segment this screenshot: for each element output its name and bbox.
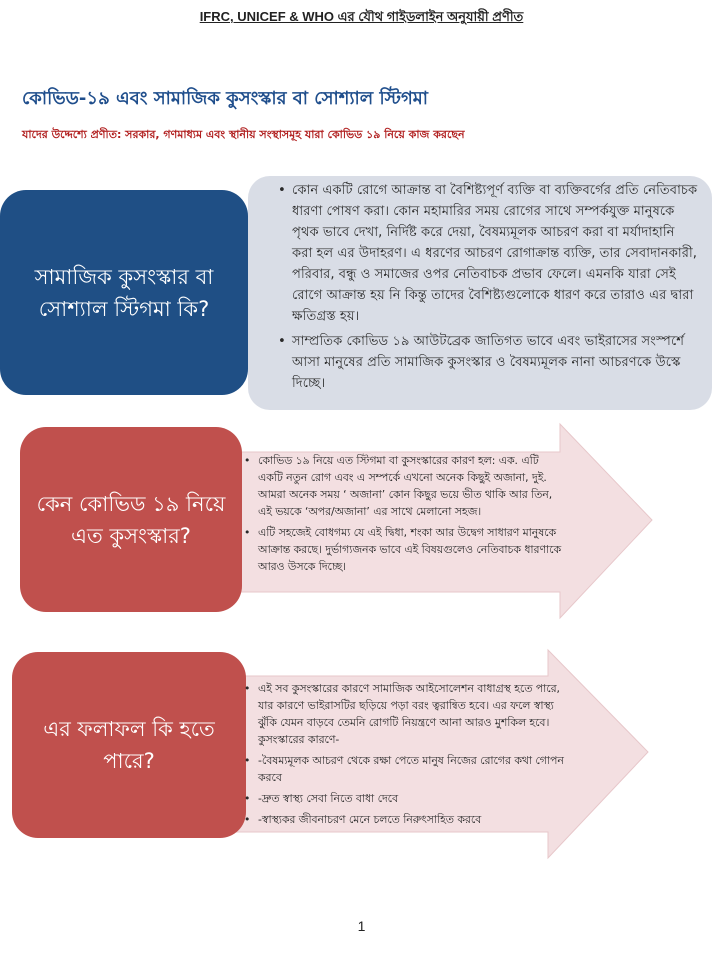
- bullet-item: • -স্বাস্থ্যকর জীবনাচরণ মেনে চলতে নিরুৎসাহিত করবে: [244, 811, 566, 828]
- page-number: 1: [357, 918, 366, 934]
- bullet-item: • -বৈষম্যমূলক আচরণ থেকে রক্ষা পেতে মানুষ নিজের রোগের কথা গোপন করবে: [244, 752, 566, 786]
- section-heading: এর ফলাফল কি হতে পারে?: [43, 717, 215, 773]
- bullet-item: • এই সব কুসংস্কারের কারণে সামাজিক আইসোলেশন বাধাগ্রস্থ হতে পারে, যার কারণে ভাইরাসটির ছড়িয়ে পড়া বরং ত্বরান্বিত হবে। এর ফলে স্বাস্থ্য ঝুঁকি যেমন বাড়বে তেমনি রোগটি নিয়ন্ত্রণে আনা আরও মুশকিল হবে। কুসংস্কারের কারণে-: [244, 680, 566, 748]
- consequence-bullets: [244, 680, 566, 832]
- page-title: কোভিড-১৯ এবং সামাজিক কুসংস্কার বা সোশ্যাল স্টিগমা: [22, 88, 428, 109]
- section-heading: সামাজিক কুসংস্কার বা সোশ্যাল স্টিগমা কি?: [34, 264, 214, 321]
- header-text: IFRC, UNICEF & WHO এর যৌথ গাইডলাইন অনুযায়ী প্রণীত: [199, 9, 524, 24]
- bullet-item: • কোন একটি রোগে আক্রান্ত বা বৈশিষ্ট্যপূর্ণ ব্যক্তি বা ব্যক্তিবর্গের প্রতি নেতিবাচক ধারণা পোষণ করা। কোন মহামারির সময় রোগের সাথে সম্পর্কযুক্ত মানুষকে পৃথক ভাবে দেখা, নির্দিষ্ট করে দেয়া, বৈষম্যমূলক আচরণ করা বা মর্যাদাহানি করা হল এর উদাহরণ। এ ধরণের আচরণ রোগাক্রান্ত ব্যক্তি, তার সেবাদানকারী, পরিবার, বন্ধু ও সমাজের ওপর নেতিবাচক প্রভাব ফেলে। এমনকি যারা সেই রোগে আক্রান্ত হয় নি কিন্তু তাদের বৈশিষ্ট্যগুলোকে ধারণ করে তারাও এর দ্বারা ক্ষতিগ্রস্ত হয়।: [278, 180, 698, 327]
- section-heading-box: [12, 652, 246, 838]
- bullet-item: • -দ্রুত স্বাস্থ্য সেবা নিতে বাধা দেবে: [244, 790, 566, 807]
- audience-subtitle: যাদের উদ্দেশ্যে প্রণীত: সরকার, গণমাধ্যম এবং স্থানীয় সংস্থাসমূহ যারা কোভিড ১৯ নিয়ে কাজ করছেন: [22, 128, 465, 141]
- bullet-item: • সাম্প্রতিক কোভিড ১৯ আউটব্রেক জাতিগত ভাবে এবং ভাইরাসের সংস্পর্শে আসা মানুষের প্রতি সামাজিক কুসংস্কার ও বৈষম্যমূলক নানা আচরণকে উস্কে দিচ্ছে।: [278, 331, 698, 394]
- bullet-item: • কোভিড ১৯ নিয়ে এত স্টিগমা বা কুসংস্কারের কারণ হল: এক. এটি একটি নতুন রোগ এবং এ সম্পর্কে এখনো অনেক কিছুই অজানা, দুই. আমরা অনেক সময় ‘ অজানা’ কোন কিছুর ভয়ে ভীত থাকি আর তিন, এই ভয়কে ‘অপর/অজানা’ এর সাথে মেলানো সহজ।: [244, 452, 566, 520]
- section-heading: কেন কোভিড ১৯ নিয়ে এত কুসংস্কার?: [36, 491, 226, 548]
- bullet-item: • এটি সহজেই বোধগম্য যে এই দ্বিধা, শংকা আর উদ্বেগ সাধারণ মানুষকে আক্রান্ত করছে। দুর্ভাগ্যজনক ভাবে এই বিষয়গুলেও নেতিবাচক ধারণাকে আরও উসকে দিচ্ছে।: [244, 524, 566, 575]
